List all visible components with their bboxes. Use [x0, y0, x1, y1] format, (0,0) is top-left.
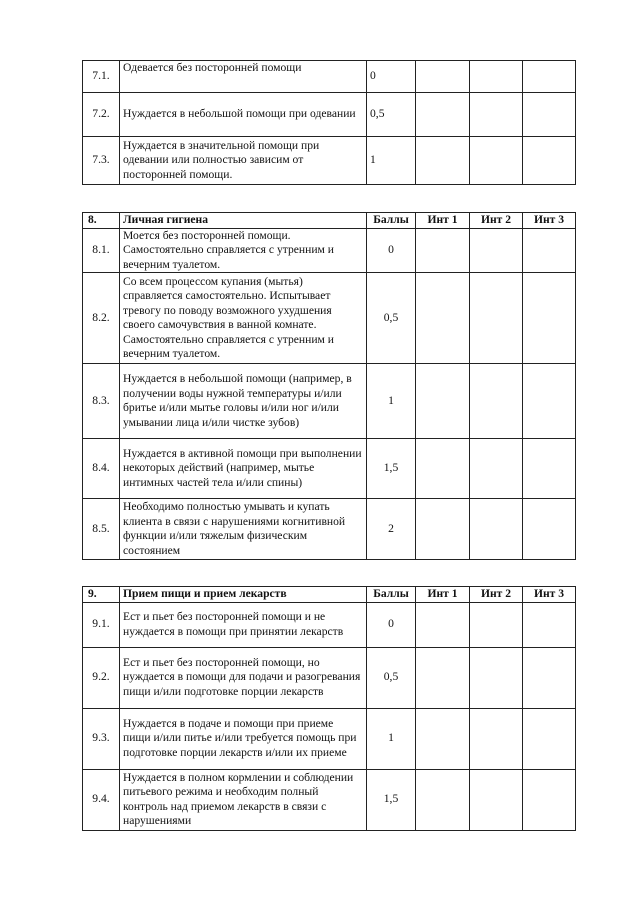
- int2-cell[interactable]: [470, 93, 523, 137]
- int3-cell[interactable]: [523, 499, 576, 560]
- row-score: 1: [367, 708, 416, 769]
- table-row: [83, 364, 576, 439]
- int2-cell[interactable]: [470, 499, 523, 560]
- section-number: 9.: [83, 587, 120, 603]
- int1-cell[interactable]: [416, 364, 470, 439]
- row-number: 7.1.: [83, 61, 120, 93]
- row-score: 0: [367, 228, 416, 273]
- section-header-row: [83, 213, 576, 229]
- table-row: [83, 602, 576, 647]
- row-number: 9.2.: [83, 647, 120, 708]
- int1-column-header: Инт 1: [416, 213, 470, 229]
- row-number: 9.3.: [83, 708, 120, 769]
- row-number: 9.4.: [83, 769, 120, 830]
- row-score: 0: [367, 61, 416, 93]
- table-row: [83, 769, 576, 830]
- row-score: 2: [367, 499, 416, 560]
- score-column-header: Баллы: [367, 587, 416, 603]
- int1-cell[interactable]: [416, 273, 470, 364]
- row-description: Со всем процессом купания (мытья) справляется самостоятельно. Испытывает тревогу по поводу возможного ухудшения своего самочувствия в ванной комнате. Самостоятельно справляется с утренним и вечерним туалетом.: [120, 273, 367, 364]
- table-row: [83, 708, 576, 769]
- int3-cell[interactable]: [523, 769, 576, 830]
- int2-cell[interactable]: [470, 439, 523, 499]
- row-description: Необходимо полностью умывать и купать клиента в связи с нарушениями когнитивной функции и/или тяжелым физическим состоянием: [120, 499, 367, 560]
- row-description: Ест и пьет без посторонней помощи и не нуждается в помощи при принятии лекарств: [120, 602, 367, 647]
- row-score: 1,5: [367, 439, 416, 499]
- table-row: [83, 61, 576, 93]
- int3-cell[interactable]: [523, 439, 576, 499]
- row-score: 1: [367, 364, 416, 439]
- row-description: Нуждается в значительной помощи при одевании или полностью зависим от посторонней помощи.: [120, 137, 367, 185]
- table-row: [83, 273, 576, 364]
- int1-cell[interactable]: [416, 228, 470, 273]
- section-title: Прием пищи и прием лекарств: [120, 587, 367, 603]
- row-description: Нуждается в небольшой помощи (например, в получении воды нужной температуры и/или бритье и/или мытье головы и/или ног и/или умывании лица и/или чистке зубов): [120, 364, 367, 439]
- int2-cell[interactable]: [470, 228, 523, 273]
- row-description: Одевается без посторонней помощи: [120, 61, 367, 93]
- int2-cell[interactable]: [470, 769, 523, 830]
- row-description: Нуждается в полном кормлении и соблюдении питьевого режима и необходим полный контроль над приемом лекарств в связи с нарушениями: [120, 769, 367, 830]
- int2-cell[interactable]: [470, 61, 523, 93]
- section-title: Личная гигиена: [120, 213, 367, 229]
- row-number: 8.1.: [83, 228, 120, 273]
- row-score: 1: [367, 137, 416, 185]
- row-description: Нуждается в подаче и помощи при приеме пищи и/или питье и/или требуется помощь при подготовке порции лекарств и/или их приеме: [120, 708, 367, 769]
- int2-cell[interactable]: [470, 364, 523, 439]
- int3-cell[interactable]: [523, 228, 576, 273]
- int3-cell[interactable]: [523, 137, 576, 185]
- int2-cell[interactable]: [470, 273, 523, 364]
- table-row: [83, 228, 576, 273]
- table-row: [83, 647, 576, 708]
- section-7-table: [82, 60, 576, 185]
- row-score: 1,5: [367, 769, 416, 830]
- int2-column-header: Инт 2: [470, 213, 523, 229]
- int3-cell[interactable]: [523, 61, 576, 93]
- row-score: 0: [367, 602, 416, 647]
- row-number: 8.5.: [83, 499, 120, 560]
- int2-column-header: Инт 2: [470, 587, 523, 603]
- row-number: 8.4.: [83, 439, 120, 499]
- int2-cell[interactable]: [470, 602, 523, 647]
- row-number: 9.1.: [83, 602, 120, 647]
- int3-cell[interactable]: [523, 602, 576, 647]
- int3-cell[interactable]: [523, 93, 576, 137]
- row-score: 0,5: [367, 647, 416, 708]
- int3-cell[interactable]: [523, 647, 576, 708]
- row-score: 0,5: [367, 273, 416, 364]
- row-number: 7.2.: [83, 93, 120, 137]
- row-description: Нуждается в небольшой помощи при одевании: [120, 93, 367, 137]
- int2-cell[interactable]: [470, 137, 523, 185]
- int1-cell[interactable]: [416, 137, 470, 185]
- int3-column-header: Инт 3: [523, 587, 576, 603]
- table-row: [83, 137, 576, 185]
- row-number: 7.3.: [83, 137, 120, 185]
- row-number: 8.2.: [83, 273, 120, 364]
- int1-cell[interactable]: [416, 647, 470, 708]
- row-description: Моется без посторонней помощи. Самостоятельно справляется с утренним и вечерним туалетом.: [120, 228, 367, 273]
- int3-cell[interactable]: [523, 364, 576, 439]
- int2-cell[interactable]: [470, 708, 523, 769]
- int1-cell[interactable]: [416, 602, 470, 647]
- int3-column-header: Инт 3: [523, 213, 576, 229]
- int3-cell[interactable]: [523, 273, 576, 364]
- row-description: Нуждается в активной помощи при выполнении некоторых действий (например, мытье интимных частей тела и/или спины): [120, 439, 367, 499]
- int1-cell[interactable]: [416, 708, 470, 769]
- table-row: [83, 499, 576, 560]
- section-8-table: [82, 212, 576, 560]
- section-9-table: [82, 586, 576, 831]
- int1-column-header: Инт 1: [416, 587, 470, 603]
- int2-cell[interactable]: [470, 647, 523, 708]
- int1-cell[interactable]: [416, 499, 470, 560]
- int1-cell[interactable]: [416, 769, 470, 830]
- int3-cell[interactable]: [523, 708, 576, 769]
- int1-cell[interactable]: [416, 61, 470, 93]
- int1-cell[interactable]: [416, 93, 470, 137]
- row-description: Ест и пьет без посторонней помощи, но нуждается в помощи для подачи и разогревания пищи и/или подготовке порции лекарств: [120, 647, 367, 708]
- table-row: [83, 439, 576, 499]
- row-score: 0,5: [367, 93, 416, 137]
- row-number: 8.3.: [83, 364, 120, 439]
- table-row: [83, 93, 576, 137]
- section-header-row: [83, 587, 576, 603]
- score-column-header: Баллы: [367, 213, 416, 229]
- section-number: 8.: [83, 213, 120, 229]
- int1-cell[interactable]: [416, 439, 470, 499]
